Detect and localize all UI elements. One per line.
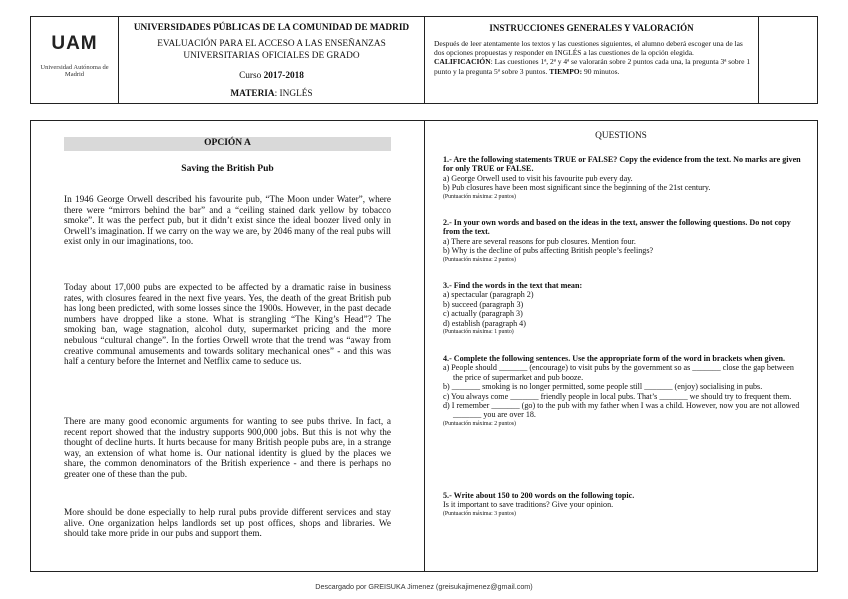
- questions-header: QUESTIONS: [595, 131, 647, 141]
- subject-value: : INGLÉS: [274, 89, 313, 99]
- question-4-item-c: c) You always come _______ friendly people in local pubs. That’s _______ we should try to frequent them.: [443, 391, 792, 401]
- header-blank-cell: [758, 16, 818, 104]
- time-value: 90 minutos.: [582, 66, 620, 76]
- subject: [119, 89, 424, 99]
- question-4-item-d: d) I remember _______ (go) to the pub with my father when I was a child. However, now you are not allowed _______ you are over 18.: [443, 401, 800, 420]
- question-5-topic: Is it important to save traditions? Give your opinion.: [443, 500, 614, 510]
- subject-label: MATERIA: [230, 89, 275, 99]
- course-year: [119, 71, 424, 81]
- question-4-item-b: b) _______ smoking is no longer permitted, some people still _______ (enjoy) socialising in pubs.: [443, 382, 763, 392]
- question-1: [443, 155, 803, 201]
- evaluation-line-1: EVALUACIÓN PARA EL ACCESO A LAS ENSEÑANZAS: [157, 39, 386, 49]
- question-2-item-a: a) There are several reasons for pub closures. Mention four.: [443, 236, 636, 246]
- article-panel: [30, 120, 424, 572]
- question-3-item-b: b) succeed (paragraph 3): [443, 299, 524, 309]
- question-3-title: 3.- Find the words in the text that mean:: [443, 281, 583, 290]
- question-2-points: (Puntuación máxima: 2 puntos): [443, 256, 516, 263]
- header-title-cell: [118, 16, 424, 104]
- instructions-body: Después de leer atentamente los textos y las cuestiones siguientes, el alumno deberá escoger una de las dos opciones propuestas y responder en INGLÉS a las cuestiones de la opción elegida.: [434, 39, 743, 58]
- question-1-title: 1.- Are the following statements TRUE or FALSE? Copy the evidence from the text. No marks are given for only TRUE or FALSE.: [443, 155, 801, 174]
- question-4: [443, 354, 803, 428]
- option-title: OPCIÓN A: [204, 138, 251, 148]
- header-logo-cell: [30, 16, 118, 104]
- course-label: Curso: [239, 71, 264, 81]
- grading-label: CALIFICACIÓN: [434, 57, 491, 67]
- grading-body: : Las cuestiones 1ª, 2ª y 4ª se valorarán sobre 2 puntos cada una, la pregunta 3ª sobre 1 punto y la pregunta 5ª sobre 3 puntos.: [434, 57, 751, 76]
- questions-panel: [424, 120, 818, 572]
- article-paragraph-3: There are many good economic arguments for wanting to see pubs thrive. In fact, a recent report showed that the industry supports 900,000 jobs. But this is not why the thought of decline hurts. It hurts because for many British people pubs are, in a strange way, an extension of what home is. Our national identity is glued by the places we share, the common denominators of the British experience - and there is perhaps no greater one of these than the pub.: [64, 417, 391, 480]
- article-paragraph-2: Today about 17,000 pubs are expected to be affected by a dramatic raise in business rates, with closures feared in the next five years. Yes, the death of the great British pub has long been predicted, with some losses since the 1900s. However, in the past decade numbers have dropped like a stone. What is strangling “The King’s Head”? The smoking ban, wage stagnation, alcohol duty, supermarket pricing and the more nebulous “cultural change”. In the forties Orwell wrote that the trend was “away from creative communal amusements and towards solitary mechanical ones” - and this was half a century before the Internet and Netflix came to seduce us.: [64, 283, 391, 368]
- article-paragraph-1: In 1946 George Orwell described his favourite pub, “The Moon under Water”, where there were “mirrors behind the bar” and a “ceiling stained dark yellow by tobacco smoke”. It was the perfect pub, but it didn’t exist since the ideal boozer lived only in Orwell’s imagination. If we carry on the way we are, by 2046 many of the real pubs will exist only in our imaginations, too.: [64, 195, 391, 248]
- question-2-item-b: b) Why is the decline of pubs affecting British people’s feelings?: [443, 246, 654, 256]
- question-1-points: (Puntuación máxima: 2 puntos): [443, 193, 516, 200]
- question-4-item-a: a) People should _______ (encourage) to visit pubs by the government so as _______ close the gap between the price of supermarket and pub booze.: [443, 363, 794, 382]
- instructions-title: INSTRUCCIONES GENERALES Y VALORACIÓN: [489, 23, 694, 33]
- instructions-text: [434, 39, 752, 76]
- evaluation-line-2: UNIVERSITARIAS OFICIALES DE GRADO: [183, 51, 360, 61]
- question-2: [443, 218, 803, 264]
- question-3: [443, 281, 803, 336]
- download-footer: Descargado por GREISUKA Jimenez (greisukajimenez@gmail.com): [315, 582, 533, 591]
- time-label: TIEMPO:: [549, 66, 583, 76]
- question-4-points: (Puntuación máxima: 2 puntos): [443, 420, 516, 427]
- header-instructions-cell: [424, 16, 758, 104]
- question-5-points: (Puntuación máxima: 3 puntos): [443, 510, 516, 517]
- grading-text: [434, 57, 752, 75]
- uam-logo-text: Universidad Autónoma de Madrid: [40, 64, 109, 78]
- question-1-item-b: b) Pub closures have been most significant since the beginning of the 21st century.: [443, 183, 711, 193]
- question-3-item-a: a) spectacular (paragraph 2): [443, 290, 534, 300]
- course-value: 2017-2018: [263, 71, 304, 81]
- question-3-points: (Puntuación máxima: 1 punto): [443, 329, 514, 336]
- question-1-item-a: a) George Orwell used to visit his favourite pub every day.: [443, 173, 633, 183]
- article-paragraph-4: More should be done especially to help rural pubs provide different services and stay alive. One organization helps landlords set up post offices, shops and libraries. We should take more pride in our pubs and support them.: [64, 508, 391, 540]
- question-5-title: 5.- Write about 150 to 200 words on the following topic.: [443, 491, 635, 500]
- question-3-item-c: c) actually (paragraph 3): [443, 309, 523, 319]
- uam-logo: UAM: [51, 33, 98, 54]
- question-5: [443, 491, 803, 518]
- question-3-item-d: d) establish (paragraph 4): [443, 318, 526, 328]
- question-2-title: 2.- In your own words and based on the ideas in the text, answer the following questions. Do not copy from the text.: [443, 218, 791, 237]
- university-name: UNIVERSIDADES PÚBLICAS DE LA COMUNIDAD DE MADRID: [133, 23, 410, 33]
- question-4-title: 4.- Complete the following sentences. Use the appropriate form of the word in brackets when given.: [443, 354, 786, 363]
- article-title: Saving the British Pub: [181, 163, 274, 174]
